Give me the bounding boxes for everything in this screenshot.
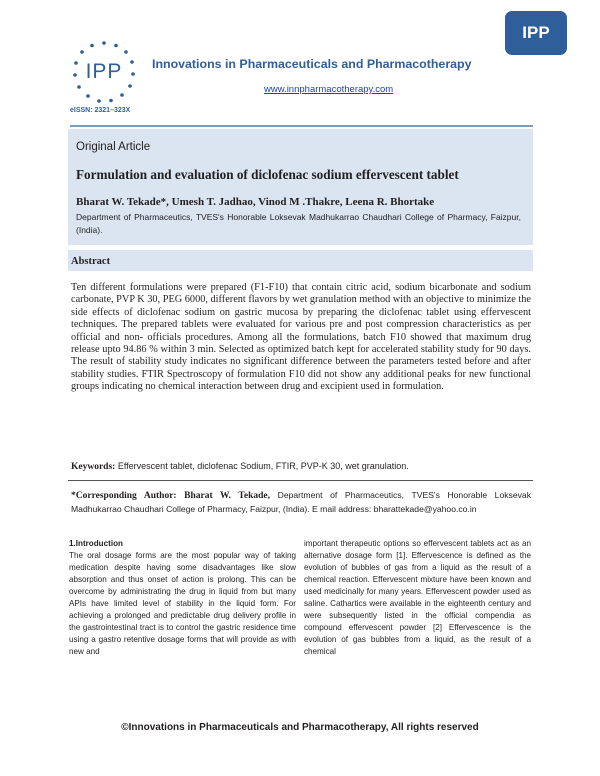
journal-badge: IPP (505, 11, 567, 55)
author-list: Bharat W. Tekade*, Umesh T. Jadhao, Vinod M .Thakre, Leena R. Bhortake (76, 196, 435, 208)
header-divider (70, 125, 533, 127)
abstract-heading: Abstract (71, 256, 111, 267)
author-affiliation: Department of Pharmaceutics, TVES's Honorable Loksevak Madhukarrao Chaudhari College of Pharmacy, Faizpur, (India). (76, 212, 521, 235)
logo-text: IPP (85, 60, 123, 83)
journal-title: Innovations in Pharmaceuticals and Pharmacotherapy (152, 57, 472, 71)
abstract-text: Ten different formulations were prepared (F1-F10) that contain citric acid, sodium bicarbonate and sodium carbonate, PVP K 30, PEG 6000, different flavors by wet granulation method with an objective to minimize the side effects of diclofenac sodium on gastric mucosa by preparing the diclofenac tablet using effervescent techniques. The prepared tablets were evaluated for various pre and post compression characteristics as per official and non- officials procedures. Among all the formulations, batch F10 showed that maximum drug release upto 94.86 % within 3 min. Selected as optimized batch kept for accelerated stability study for 90 days. The result of stability study indicates no significant difference between the parameters tested before and after stability studies. FTIR Spectroscopy of formulation F10 did not show any additional peaks for new functional groups indicating no chemical interaction between drug and excipient used in formulation. (71, 282, 531, 393)
intro-heading: 1.Introduction (69, 539, 123, 548)
eissn-label: eISSN: 2321–323X (70, 107, 131, 114)
corresponding-author (71, 489, 531, 515)
journal-logo (72, 40, 136, 104)
intro-text-right: important therapeutic options so effervescent tablets act as an alternative dosage form [1]. Effervescence is defined as the evolution of bubbles of gas from a liquid as the result of a chemical reaction. Effervescent mixture have been known and used medicinally for many years. Effervescent powder used as saline. Cathartics were available in the eighteenth century and were subsequently listed in the official compendia as compound effervescent powder [2] Effervescence is the evolution of gas bubbles from a liquid, as the result of a chemical (304, 539, 531, 656)
intro-text-left: The oral dosage forms are the most popular way of taking medication despite having some disadvantages like slow absorption and thus onset of action is prolong. This can be overcome by administrating the drug in liquid from but many APIs have limited level of stability in the liquid form. For achieving a prolonged and predictable drug delivery profile in the gastrointestinal tract is to control the gastric residence time using a gastro retentive dosage forms that will provide as with new and (69, 550, 296, 656)
keywords (71, 461, 531, 472)
abstract-divider (68, 480, 533, 481)
keywords-text: Effervescent tablet, diclofenac Sodium, FTIR, PVP-K 30, wet granulation. (115, 461, 409, 471)
copyright-footer: ©Innovations in Pharmaceuticals and Pharmacotherapy, All rights reserved (121, 722, 479, 733)
intro-column-right (304, 538, 531, 658)
article-type: Original Article (76, 141, 151, 153)
corresponding-label: *Corresponding Author: Bharat W. Tekade, (71, 491, 271, 501)
keywords-label: Keywords: (71, 462, 116, 472)
article-title: Formulation and evaluation of diclofenac sodium effervescent tablet (76, 167, 459, 182)
corresponding-text: Department of Pharmaceutics, TVES's Honorable Loksevak Madhukarrao Chaudhari College of Pharmacy, Faizpur, (India). E mail address: bharattekade@yahoo.co.in (71, 490, 531, 514)
abstract-heading-bar (68, 250, 533, 271)
intro-column-left (69, 538, 296, 658)
journal-url-link[interactable]: www.innpharmacotherapy.com (264, 84, 394, 95)
